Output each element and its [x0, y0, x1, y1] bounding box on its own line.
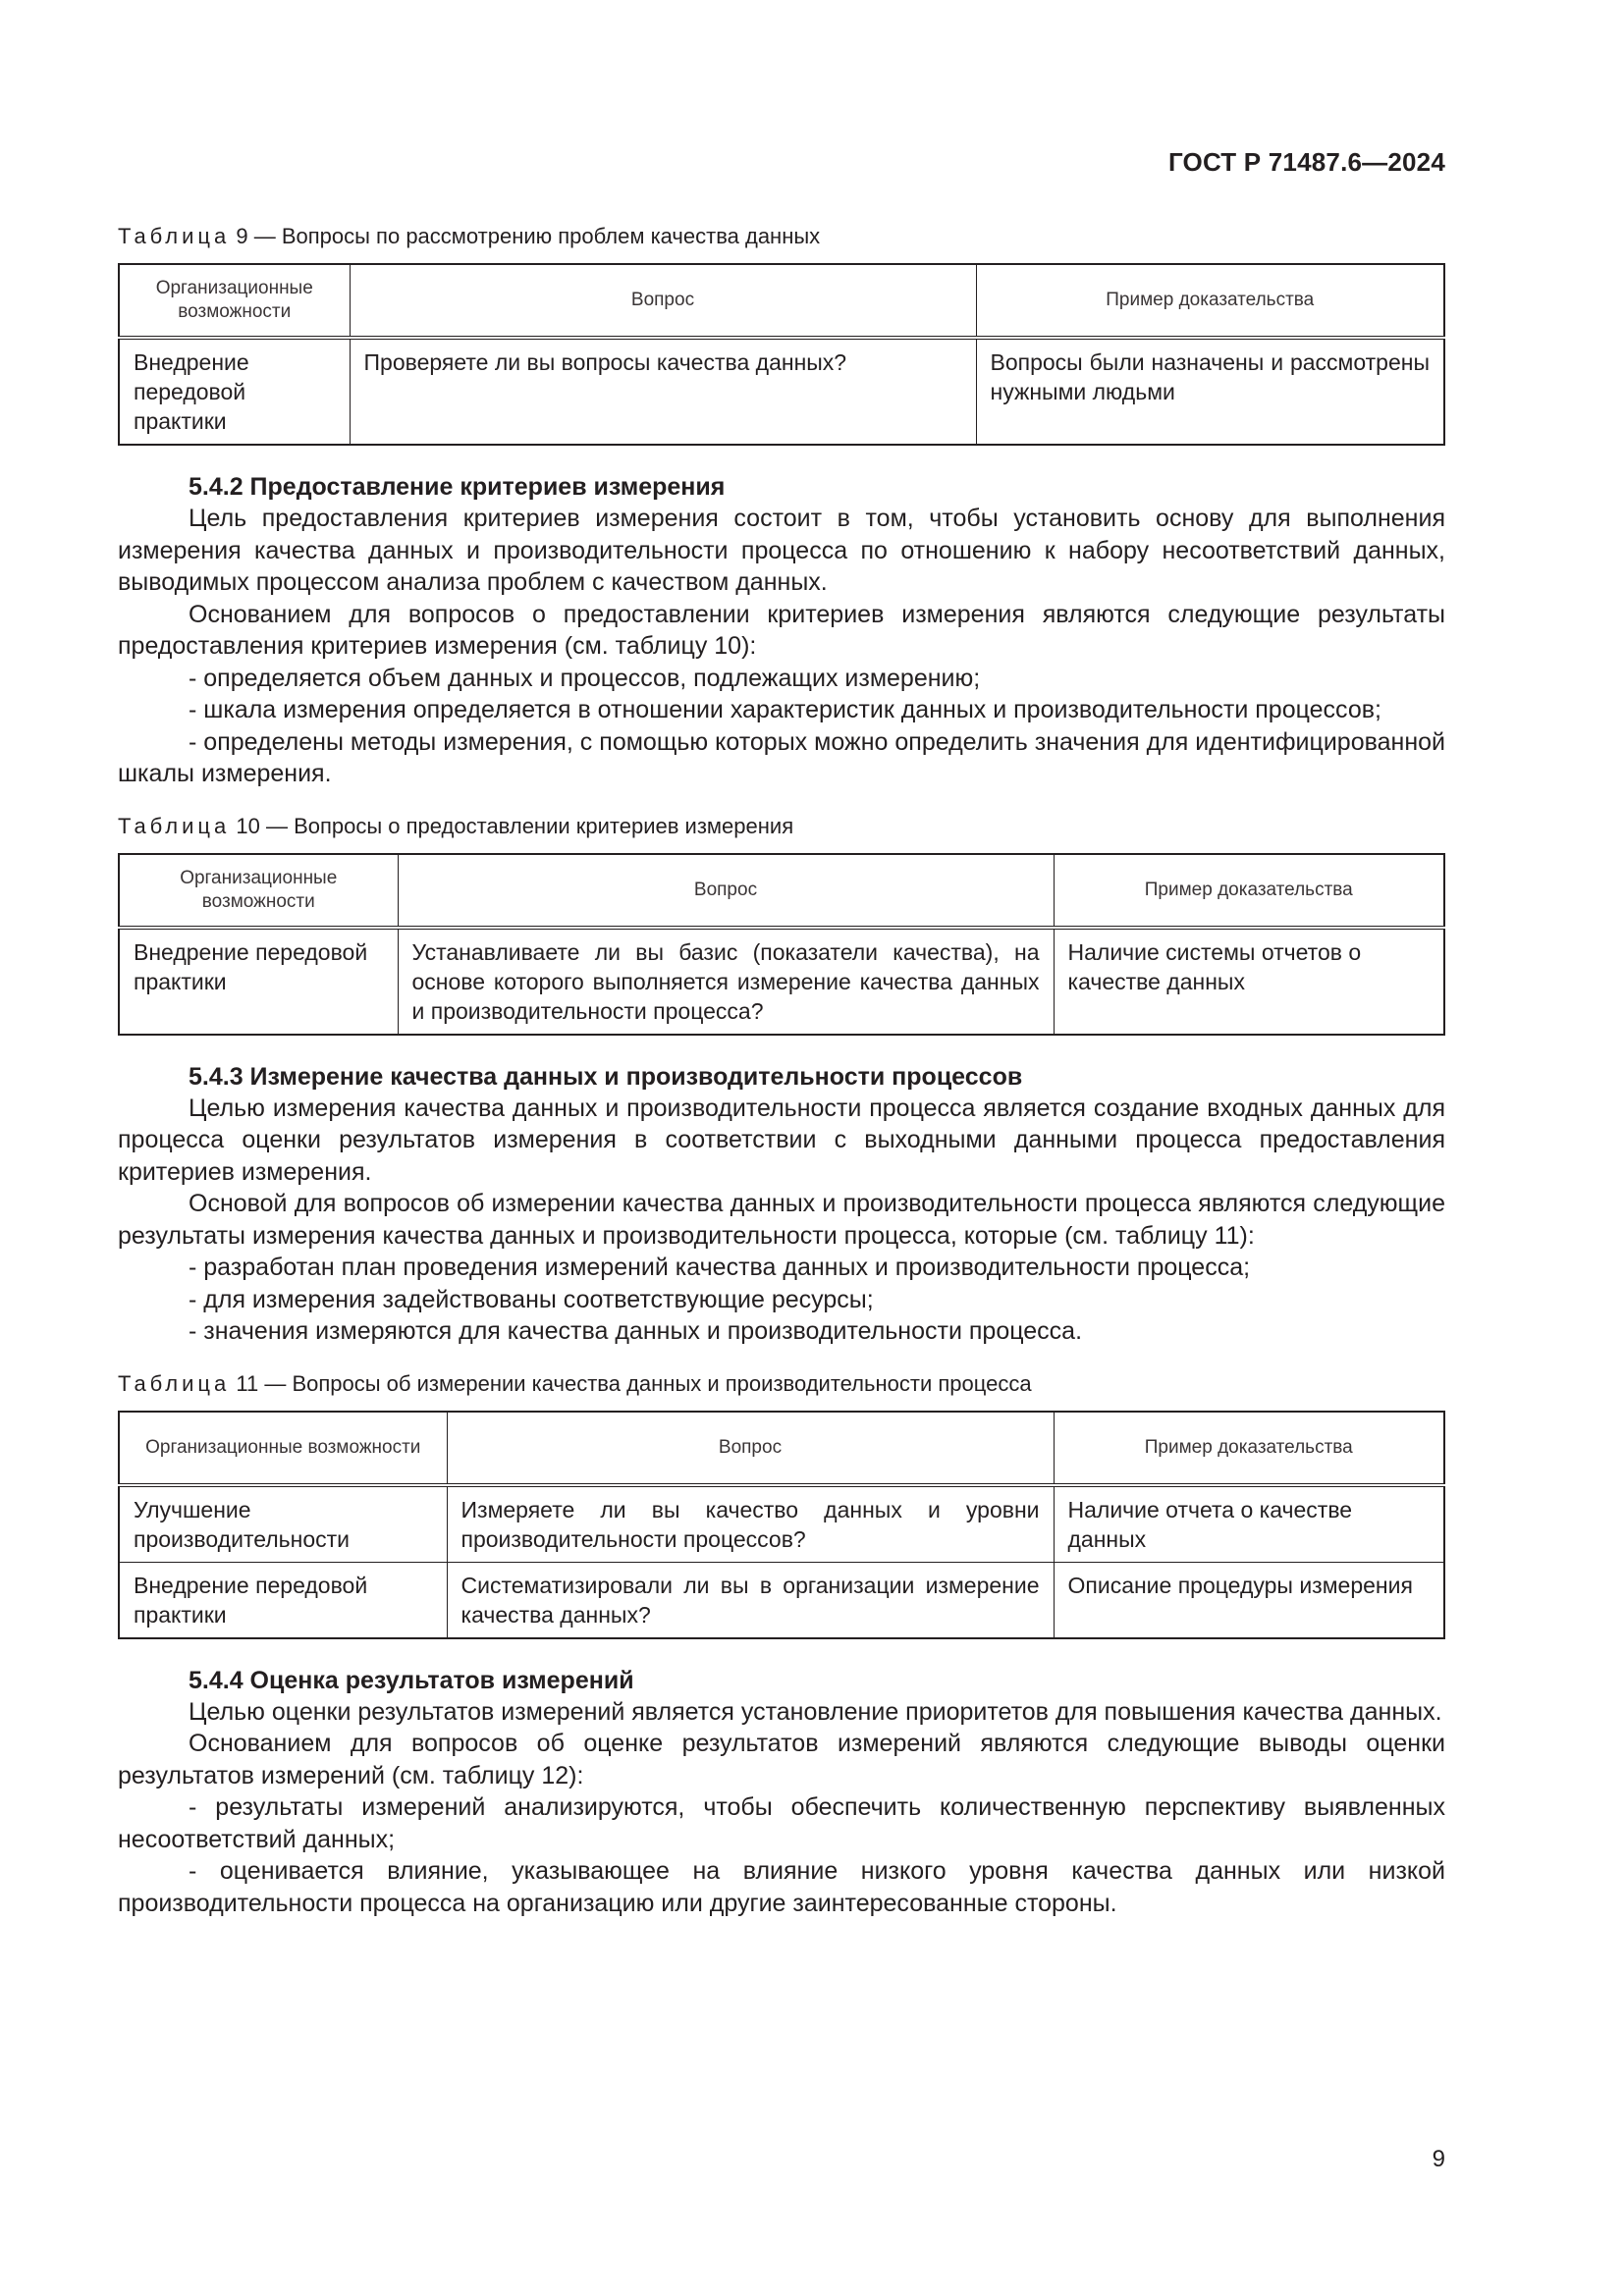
list-item: - шкала измерения определяется в отношении характеристик данных и производительности процессов; — [189, 696, 1381, 723]
section-heading-5-4-4: 5.4.4 Оценка результатов измерений — [189, 1666, 634, 1694]
table-row — [119, 1562, 1444, 1638]
section-heading-5-4-2: 5.4.2 Предоставление критериев измерения — [189, 473, 726, 501]
table-caption-text: 10 — Вопросы о предоставлении критериев измерения — [230, 813, 794, 838]
list-item: - для измерения задействованы соответствующие ресурсы; — [189, 1285, 874, 1313]
table-9 — [118, 263, 1445, 446]
table-9-caption — [118, 222, 1445, 251]
paragraph: Целью оценки результатов измерений является установление приоритетов для повышения качества данных. — [189, 1697, 1442, 1726]
cell-question: Измеряете ли вы качество данных и уровни производительности процессов? — [447, 1485, 1054, 1563]
paragraph: Основой для вопросов об измерении качества данных и производительности процесса являются следующие результаты измерения качества данных и производительности процесса, которые (см. таблицу 11): — [118, 1190, 1445, 1250]
paragraph: Основанием для вопросов об оценке результатов измерений являются следующие выводы оценки результатов измерений (см. таблицу 12): — [118, 1730, 1445, 1789]
table-header-row — [119, 264, 1444, 338]
column-header-evidence: Пример доказательства — [976, 264, 1444, 338]
list-item: - определяется объем данных и процессов, подлежащих измерению; — [189, 664, 981, 692]
list-item: - разработан план проведения измерений качества данных и производительности процесса; — [189, 1254, 1251, 1281]
table-caption-label: Таблица — [118, 1370, 231, 1396]
cell-evidence: Наличие системы отчетов о качестве данных — [1054, 928, 1444, 1035]
column-header-capabilities: Организационные возможности — [119, 1412, 447, 1485]
table-caption-text: 11 — Вопросы об измерении качества данных и производительности процесса — [230, 1370, 1032, 1396]
table-caption-label: Таблица — [118, 224, 231, 248]
paragraph: Цель предоставления критериев измерения состоит в том, чтобы установить основу для выполнения измерения качества данных и производительности процесса по отношению к набору несоответствий данных, выводимых процессом анализа проблем с качеством данных. — [118, 505, 1445, 596]
table-row — [119, 928, 1444, 1035]
table-row — [119, 338, 1444, 445]
table-11-caption — [118, 1369, 1445, 1399]
cell-question: Проверяете ли вы вопросы качества данных? — [350, 338, 976, 445]
list-item: - оценивается влияние, указывающее на влияние низкого уровня качества данных или низкой производительности процесса на организацию или другие заинтересованные стороны. — [118, 1857, 1445, 1917]
page-content — [118, 222, 1445, 1919]
page-number: 9 — [1432, 2146, 1445, 2172]
list-item: - результаты измерений анализируются, чтобы обеспечить количественную перспективу выявленных несоответствий данных; — [118, 1793, 1445, 1853]
cell-evidence: Вопросы были назначены и рассмотрены нужными людьми — [976, 338, 1444, 445]
column-header-capabilities: Организационные возможности — [119, 854, 398, 928]
column-header-question: Вопрос — [398, 854, 1054, 928]
document-code: ГОСТ Р 71487.6—2024 — [1167, 147, 1445, 177]
cell-capability: Улучшение производительности — [119, 1485, 447, 1563]
table-caption-label: Таблица — [118, 813, 231, 838]
column-header-evidence: Пример доказательства — [1054, 854, 1444, 928]
cell-evidence: Описание процедуры измерения — [1054, 1562, 1444, 1638]
paragraph: Основанием для вопросов о предоставлении критериев измерения являются следующие результаты предоставления критериев измерения (см. таблицу 10): — [118, 600, 1445, 660]
column-header-evidence: Пример доказательства — [1054, 1412, 1444, 1485]
table-row — [119, 1485, 1444, 1563]
column-header-question: Вопрос — [447, 1412, 1054, 1485]
table-10-caption — [118, 812, 1445, 841]
cell-capability: Внедрение передовой практики — [119, 928, 398, 1035]
section-heading-5-4-3: 5.4.3 Измерение качества данных и производительности процессов — [189, 1062, 1023, 1091]
cell-evidence: Наличие отчета о качестве данных — [1054, 1485, 1444, 1563]
table-caption-text: 9 — Вопросы по рассмотрению проблем качества данных — [230, 224, 821, 248]
cell-capability: Внедрение передовой практики — [119, 338, 350, 445]
table-header-row — [119, 1412, 1444, 1485]
list-item: - значения измеряются для качества данных и производительности процесса. — [189, 1317, 1083, 1345]
list-item: - определены методы измерения, с помощью которых можно определить значения для идентифицированной шкалы измерения. — [118, 727, 1445, 787]
cell-capability: Внедрение передовой практики — [119, 1562, 447, 1638]
cell-question: Систематизировали ли вы в организации измерение качества данных? — [447, 1562, 1054, 1638]
table-header-row — [119, 854, 1444, 928]
column-header-question: Вопрос — [350, 264, 976, 338]
cell-question: Устанавливаете ли вы базис (показатели качества), на основе которого выполняется измерение качества данных и производительности процесса? — [398, 928, 1054, 1035]
table-10 — [118, 853, 1445, 1036]
column-header-capabilities: Организационные возможности — [119, 264, 350, 338]
table-11 — [118, 1411, 1445, 1639]
paragraph: Целью измерения качества данных и производительности процесса является создание входных данных для процесса оценки результатов измерения в соответствии с выходными данными процесса предоставления критериев измерения. — [118, 1094, 1445, 1186]
